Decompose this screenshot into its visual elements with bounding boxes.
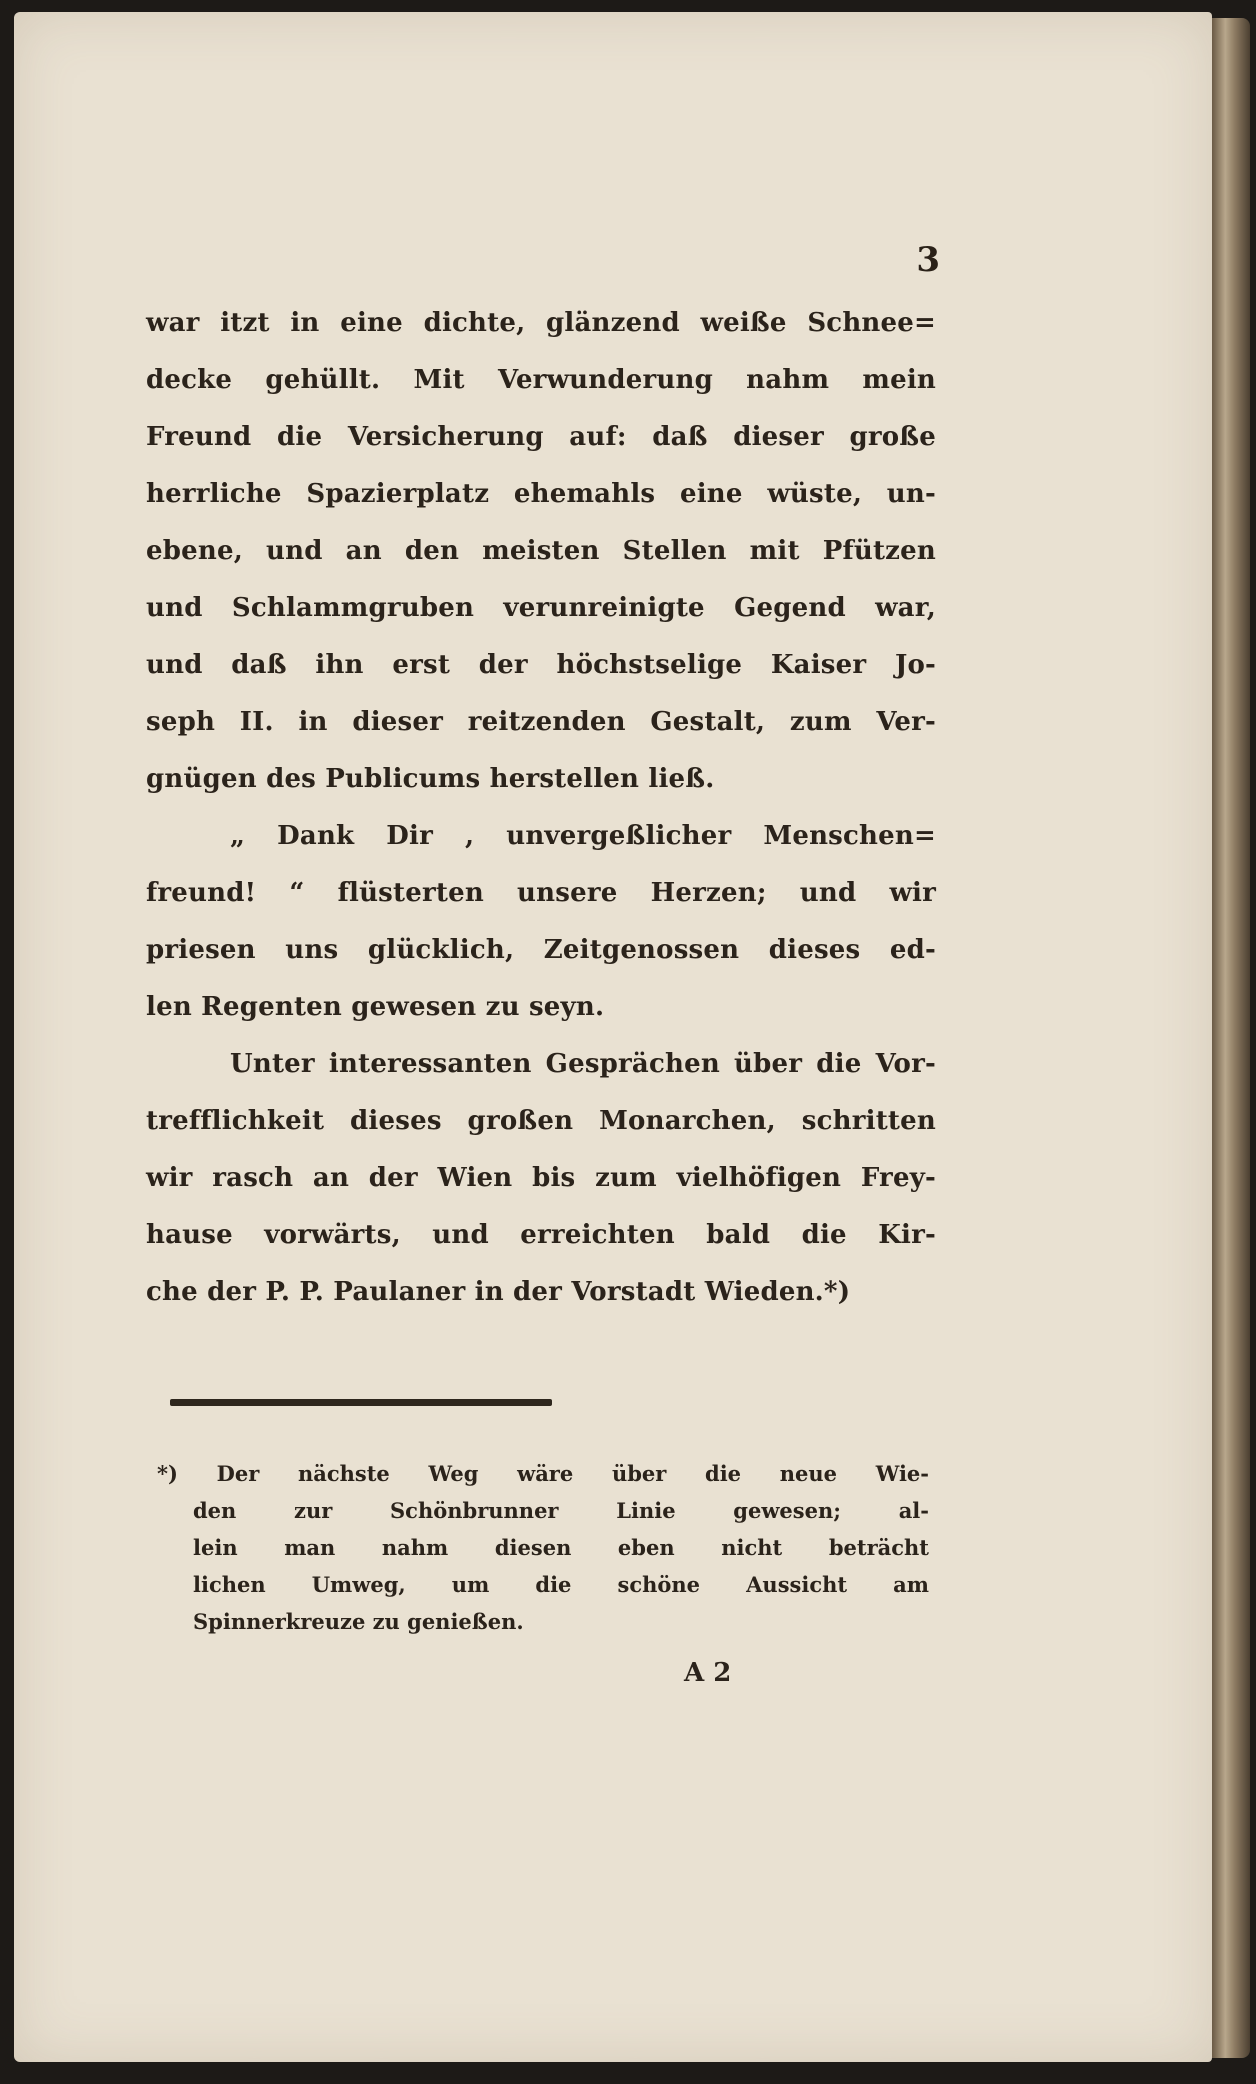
text-line: decke gehüllt. Mit Verwunderung nahm mein bbox=[146, 365, 936, 395]
text-line: priesen uns glücklich, Zeitgenossen dieses ed- bbox=[146, 935, 936, 965]
page-number: 3 bbox=[916, 240, 940, 280]
footnote-line: lein man nahm diesen eben nicht beträcht bbox=[193, 1535, 929, 1560]
page-edge bbox=[1212, 18, 1250, 2058]
signature-mark: A 2 bbox=[684, 1658, 732, 1688]
text-line: che der P. P. Paulaner in der Vorstadt Wieden.*) bbox=[146, 1277, 851, 1307]
footnote-line: Spinnerkreuze zu genießen. bbox=[193, 1609, 524, 1634]
footnote-line: *) Der nächste Weg wäre über die neue Wie- bbox=[157, 1461, 929, 1486]
footnote-divider bbox=[170, 1399, 552, 1406]
text-line: Freund die Versicherung auf: daß dieser große bbox=[146, 422, 936, 452]
text-line: wir rasch an der Wien bis zum vielhöfigen Frey- bbox=[146, 1163, 936, 1193]
footnote-line: den zur Schönbrunner Linie gewesen; al- bbox=[193, 1498, 929, 1523]
footnote bbox=[157, 1455, 929, 1640]
text-line: und daß ihn erst der höchstselige Kaiser Jo- bbox=[146, 650, 936, 680]
body-text bbox=[146, 295, 936, 1321]
text-line: herrliche Spazierplatz ehemahls eine wüste, un- bbox=[146, 479, 936, 509]
text-line: war itzt in eine dichte, glänzend weiße Schnee= bbox=[146, 308, 936, 338]
text-line: und Schlammgruben verunreinigte Gegend war, bbox=[146, 593, 936, 623]
text-line: hause vorwärts, und erreichten bald die Kir- bbox=[146, 1220, 936, 1250]
text-line: len Regenten gewesen zu seyn. bbox=[146, 992, 605, 1022]
footnote-line: lichen Umweg, um die schöne Aussicht am bbox=[193, 1572, 929, 1597]
text-line: Unter interessanten Gesprächen über die Vor- bbox=[230, 1049, 936, 1079]
text-line: trefflichkeit dieses großen Monarchen, schritten bbox=[146, 1106, 936, 1136]
text-line: seph II. in dieser reitzenden Gestalt, zum Ver- bbox=[146, 707, 936, 737]
text-line: „ Dank Dir , unvergeßlicher Menschen= bbox=[230, 821, 936, 851]
text-line: freund! “ flüsterten unsere Herzen; und wir bbox=[146, 878, 936, 908]
text-line: gnügen des Publicums herstellen ließ. bbox=[146, 764, 715, 794]
text-line: ebene, und an den meisten Stellen mit Pfützen bbox=[146, 536, 936, 566]
